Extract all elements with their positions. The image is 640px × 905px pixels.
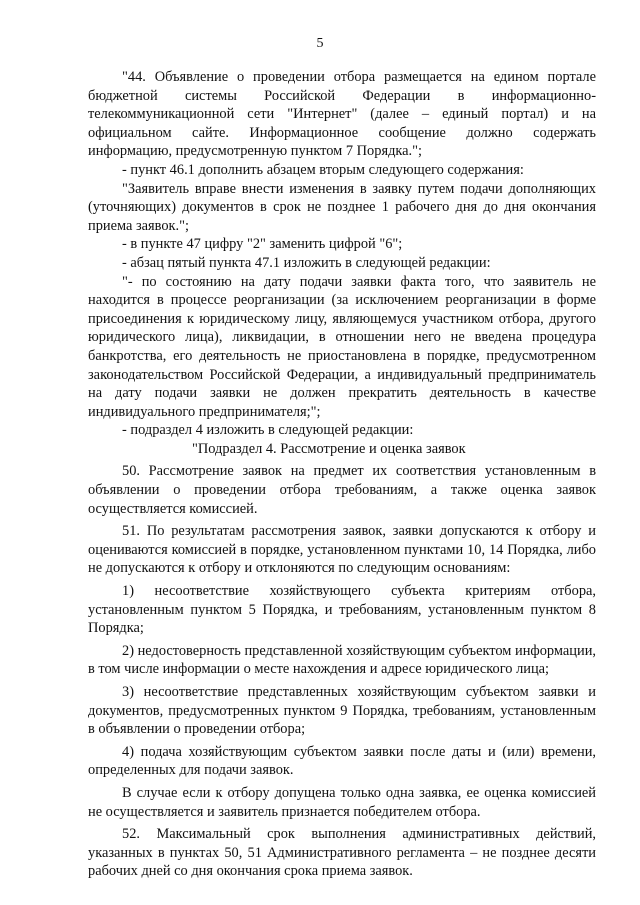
list-item-2: 2) недостоверность представленной хозяйствующим субъектом информации, в том числе информации о месте нахождения и адресе юридического лица; [88, 642, 596, 678]
amendment-47: - в пункте 47 цифру "2" заменить цифрой "6"; [122, 236, 403, 253]
amendment-47-1-text: "- по состоянию на дату подачи заявки факта того, что заявитель не находится в процессе реорганизации (за исключением реорганизации в форме присоединения к юридическому лицу, являющемуся участником отбора, другого юридического лица), ликвидации, в отношении него не введена процедура банкротства, его деятельность не приостановлена в порядке, предусмотренном законодательством Российской Федерации, а индивидуальный предприниматель на дату подачи заявки не должен прекратить деятельность в качестве индивидуального предпринимателя;"; [88, 273, 596, 420]
paragraph-44: "44. Объявление о проведении отбора размещается на едином портале бюджетной системы Российской Федерации в информационно-телекоммуникационной сети "Интернет" (далее – единый портал) и на официальном сайте. Информационное сообщение должно содержать информацию, предусмотренную пунктом 7 Порядка."; [88, 69, 596, 160]
amendment-47-1: - абзац пятый пункта 47.1 изложить в следующей редакции: [122, 254, 491, 271]
paragraph-51: 51. По результатам рассмотрения заявок, заявки допускаются к отбору и оцениваются комиссией в порядке, установленном пунктами 10, 14 Порядка, либо не допускаются к отбору и отклоняются по следующим основаниям: [88, 523, 596, 577]
paragraph-52: 52. Максимальный срок выполнения административных действий, указанных в пунктах 50, 51 Административного регламента – не позднее десяти рабочих дней со дня окончания срока приема заявок. [88, 826, 596, 880]
amendment-46-1-text: "Заявитель вправе внести изменения в заявку путем подачи дополняющих (уточняющих) документов в срок не позднее 1 рабочего дня до дня окончания приема заявок."; [88, 180, 596, 234]
document-body [88, 68, 596, 881]
subsection-heading: "Подраздел 4. Рассмотрение и оценка заявок [192, 440, 466, 457]
list-item-1: 1) несоответствие хозяйствующего субъекта критериям отбора, установленным пунктом 5 Порядка, и требованиям, установленным пунктом 8 Порядка; [88, 583, 596, 637]
page-number: 5 [316, 36, 324, 51]
amendment-46-1: - пункт 46.1 дополнить абзацем вторым следующего содержания: [122, 161, 524, 178]
single-bid-paragraph: В случае если к отбору допущена только одна заявка, ее оценка комиссией не осуществляется и заявитель признается победителем отбора. [88, 784, 596, 820]
amendment-subsection-4: - подраздел 4 изложить в следующей редакции: [122, 422, 414, 439]
paragraph-50: 50. Рассмотрение заявок на предмет их соответствия установленным в объявлении о проведении отбора требованиям, а также оценка заявок осуществляется комиссией. [88, 463, 596, 517]
list-item-3: 3) несоответствие представленных хозяйствующим субъектом заявки и документов, предусмотренных пунктом 9 Порядка, требованиям, установленным в объявлении о проведении отбора; [88, 684, 596, 738]
list-item-4: 4) подача хозяйствующим субъектом заявки после даты и (или) времени, определенных для подачи заявок. [88, 743, 596, 779]
